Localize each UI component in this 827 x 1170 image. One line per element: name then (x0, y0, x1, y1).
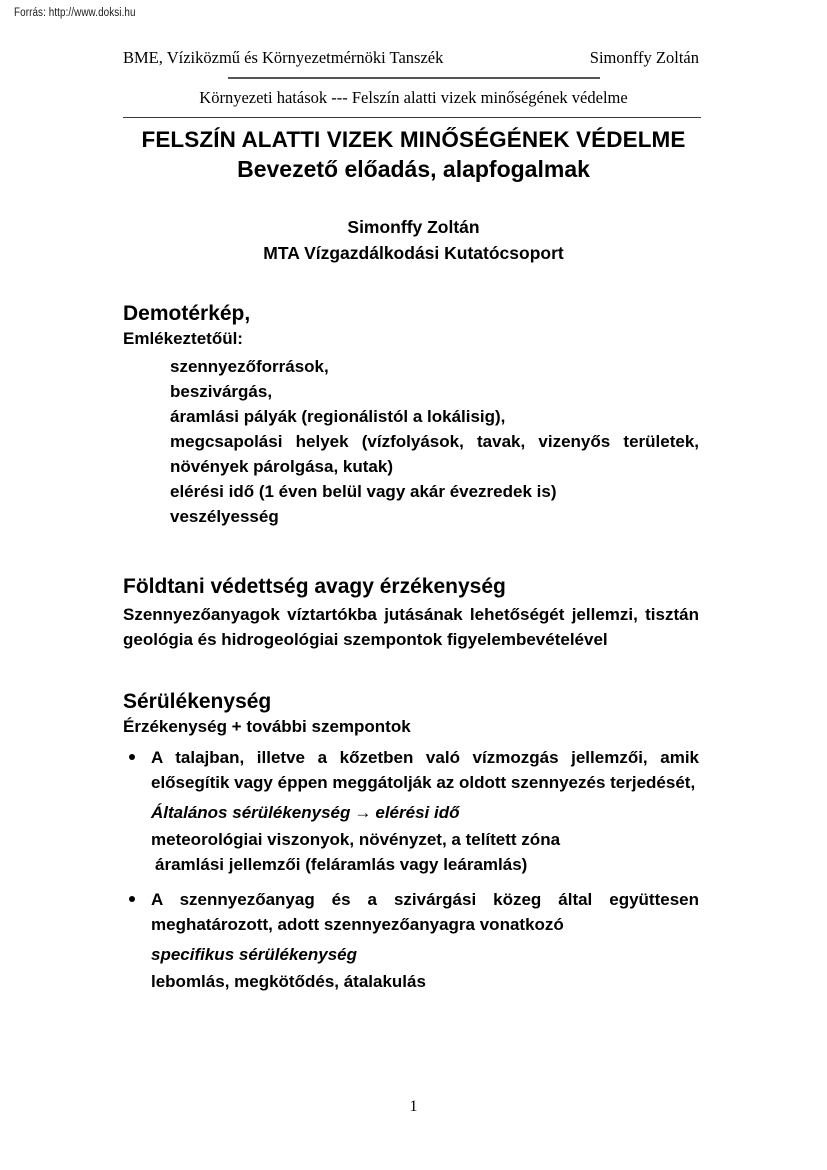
section-subheading-emlekeztetoul: Emlékeztetőül: (123, 329, 243, 348)
italic-tail-text: elérési idő (375, 803, 460, 822)
bullet-text: A talajban, illetve a kőzetben való vízmozgás jellemzői, amik elősegítik vagy éppen meggátolják az oldott szennyezés terjedését, (151, 748, 699, 792)
bullet-italic-note (151, 799, 699, 827)
bullet-icon (129, 896, 135, 902)
demoterkep-item-list (123, 354, 699, 529)
bullet-italic-note (151, 941, 699, 969)
title-block (0, 126, 827, 185)
section-heading-demoterkep: Demotérkép, (123, 302, 251, 325)
author-name: Simonffy Zoltán (347, 217, 480, 237)
arrow-right-icon: → (354, 803, 372, 822)
section-subheading-erzekenyseg: Érzékenység + további szempontok (123, 717, 411, 736)
document-body (123, 300, 699, 1004)
author-organization: MTA Vízgazdálkodási Kutatócsoport (263, 243, 564, 263)
list-item: beszivárgás, (170, 382, 273, 401)
bullet-follow-line: áramlási jellemzői (feláramlás vagy leáramlás) (155, 855, 528, 874)
section-serulekenyseg (123, 688, 699, 994)
header-department: BME, Víziközmű és Környezetmérnöki Tanszék (123, 48, 444, 67)
page-title: FELSZÍN ALATTI VIZEK MINŐSÉGÉNEK VÉDELME (141, 127, 686, 152)
italic-lead-text: Általános sérülékenység (151, 803, 351, 822)
list-item: áramlási pályák (regionálistól a lokálisig), (170, 407, 506, 426)
bullet-icon (129, 754, 135, 760)
list-item (123, 745, 699, 877)
section-heading-serulekenyseg: Sérülékenység (123, 690, 272, 713)
header-author: Simonffy Zoltán (589, 48, 699, 67)
list-item: szennyezőforrások, (170, 357, 329, 376)
list-item (123, 887, 699, 994)
bullet-follow-line: meteorológiai viszonyok, növényzet, a telített zóna (151, 830, 561, 849)
page-subtitle: Bevezető előadás, alapfogalmak (237, 156, 590, 182)
bullet-follow-line: lebomlás, megkötődés, átalakulás (151, 972, 426, 991)
section-foldtani-vedettseg (123, 573, 699, 652)
source-watermark: Forrás: http://www.doksi.hu (14, 7, 136, 19)
section-demoterkep (123, 300, 699, 529)
author-block (0, 214, 827, 266)
header-divider-bottom (123, 117, 701, 118)
section-spacer (123, 529, 699, 573)
list-item: veszélyesség (170, 507, 279, 526)
section-spacer (123, 652, 699, 688)
header-divider-top (228, 77, 600, 79)
header-subject-line: Környezeti hatások --- Felszín alatti vizek minőségének védelme (199, 88, 628, 107)
bullet-text: A szennyezőanyag és a szivárgási közeg által együttesen meghatározott, adott szennyezőanyagra vonatkozó (151, 890, 699, 934)
italic-lead-text: specifikus sérülékenység (151, 945, 358, 964)
list-item: megcsapolási helyek (vízfolyások, tavak, vizenyős területek, növények párolgása, kutak) (170, 432, 699, 476)
page-number: 1 (409, 1098, 418, 1115)
serulekenyseg-bullet-list (123, 745, 699, 994)
section-paragraph-foldtani: Szennyezőanyagok víztartókba jutásának lehetőségét jellemzi, tisztán geológia és hidrogeológiai szempontok figyelembevételével (123, 605, 699, 649)
list-item: elérési idő (1 éven belül vagy akár évezredek is) (170, 482, 557, 501)
running-header (123, 48, 699, 68)
section-heading-foldtani: Földtani védettség avagy érzékenység (123, 575, 506, 598)
